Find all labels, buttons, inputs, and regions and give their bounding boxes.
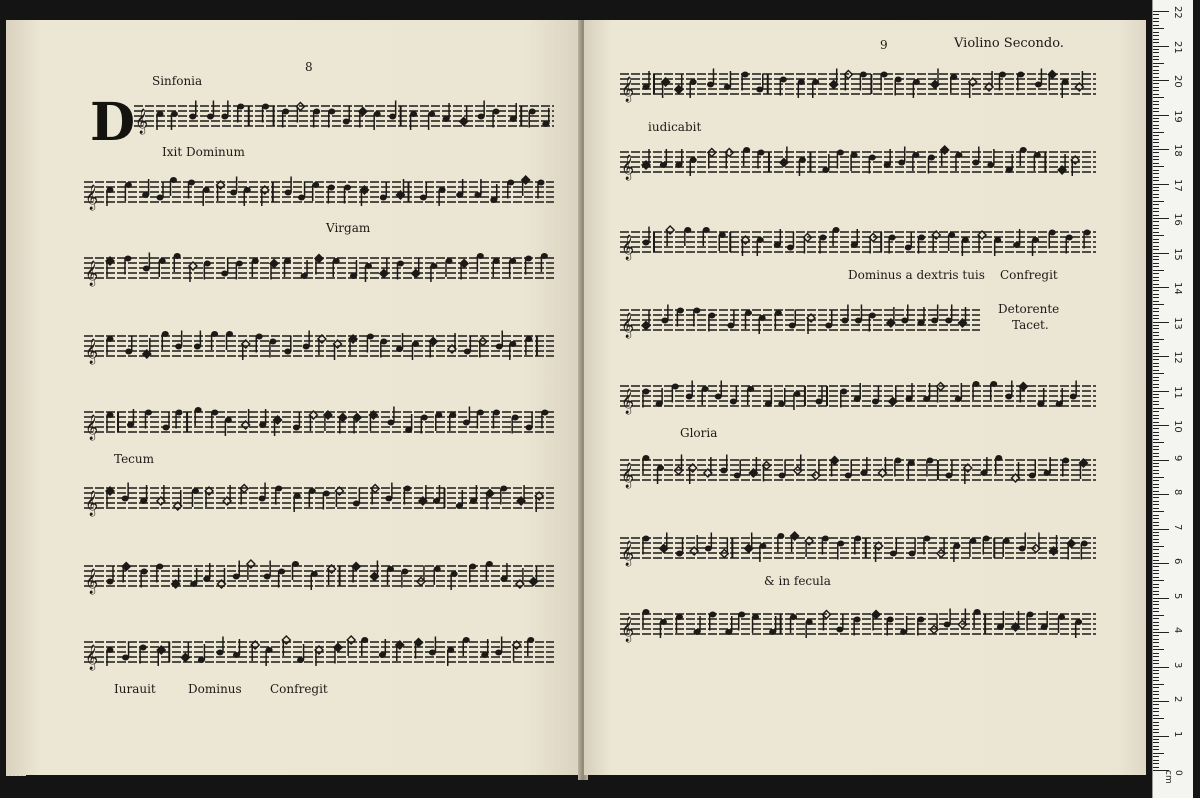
ruler-tick bbox=[1153, 704, 1159, 705]
ruler-number: 5 bbox=[1172, 592, 1183, 599]
ruler-tick bbox=[1153, 518, 1159, 519]
ruler-tick bbox=[1153, 708, 1159, 709]
ruler-number: 9 bbox=[1172, 454, 1183, 461]
ruler-tick bbox=[1153, 235, 1164, 236]
ruler-tick bbox=[1153, 208, 1159, 209]
ruler-tick bbox=[1153, 28, 1164, 29]
ruler-tick bbox=[1153, 263, 1159, 264]
ruler-tick bbox=[1153, 52, 1159, 53]
ruler-tick bbox=[1153, 718, 1164, 719]
staff-left-6 bbox=[84, 478, 554, 518]
ruler-tick bbox=[1153, 760, 1159, 761]
label-et-in-secula: & in fecula bbox=[764, 574, 831, 588]
ruler-tick bbox=[1153, 546, 1164, 547]
ruler-tick bbox=[1153, 80, 1169, 81]
ruler-tick bbox=[1153, 397, 1159, 398]
measurement-ruler bbox=[1152, 0, 1193, 798]
ruler-tick bbox=[1153, 325, 1159, 326]
staff-left-3 bbox=[84, 248, 554, 288]
clef-icon: 𝄞 bbox=[85, 415, 99, 440]
ruler-tick bbox=[1153, 446, 1159, 447]
ruler-unit: 0 cm bbox=[1163, 770, 1183, 784]
ruler-tick bbox=[1153, 115, 1169, 116]
ruler-tick bbox=[1153, 97, 1164, 98]
ruler-tick bbox=[1153, 339, 1164, 340]
ruler-tick bbox=[1153, 25, 1159, 26]
ruler-tick bbox=[1153, 736, 1169, 737]
ruler-number: 17 bbox=[1172, 178, 1183, 192]
label-iudicabit: iudicabit bbox=[648, 120, 702, 134]
ruler-tick bbox=[1153, 377, 1159, 378]
ruler-tick bbox=[1153, 380, 1159, 381]
ruler-tick bbox=[1153, 87, 1159, 88]
ruler-tick bbox=[1153, 684, 1164, 685]
ruler-tick bbox=[1153, 284, 1159, 285]
ruler-tick bbox=[1153, 556, 1159, 557]
ruler-tick bbox=[1153, 211, 1159, 212]
ruler-tick bbox=[1153, 660, 1159, 661]
open-book bbox=[6, 20, 1148, 780]
ruler-number: 12 bbox=[1172, 351, 1183, 364]
ruler-tick bbox=[1153, 715, 1159, 716]
right-page-number: 9 bbox=[880, 38, 888, 52]
staff-right-4 bbox=[620, 300, 980, 340]
ruler-tick bbox=[1153, 563, 1169, 564]
ruler-tick bbox=[1153, 59, 1159, 60]
ruler-tick bbox=[1153, 673, 1159, 674]
ruler-tick bbox=[1153, 515, 1159, 516]
ruler-tick bbox=[1153, 173, 1159, 174]
ruler-tick bbox=[1153, 504, 1159, 505]
ruler-tick bbox=[1153, 370, 1159, 371]
clef-icon: 𝄞 bbox=[621, 155, 635, 180]
ruler-tick bbox=[1153, 152, 1159, 153]
ruler-tick bbox=[1153, 767, 1159, 768]
ruler-tick bbox=[1153, 408, 1164, 409]
staff-right-1 bbox=[620, 64, 1096, 104]
ruler-tick bbox=[1153, 121, 1159, 122]
ruler-tick bbox=[1153, 725, 1159, 726]
ruler-tick bbox=[1153, 46, 1169, 47]
ruler-tick bbox=[1153, 177, 1159, 178]
ruler-tick bbox=[1153, 149, 1169, 150]
ruler-tick bbox=[1153, 470, 1159, 471]
ruler-number: 19 bbox=[1172, 109, 1183, 123]
ruler-tick bbox=[1153, 384, 1159, 385]
ruler-tick bbox=[1153, 221, 1159, 222]
ruler-tick bbox=[1153, 635, 1159, 636]
ruler-tick bbox=[1153, 139, 1159, 140]
ruler-tick bbox=[1153, 66, 1159, 67]
ruler-tick bbox=[1153, 642, 1159, 643]
ruler-tick bbox=[1153, 439, 1159, 440]
ruler-tick bbox=[1153, 670, 1159, 671]
ruler-tick bbox=[1153, 480, 1159, 481]
ruler-number: 11 bbox=[1172, 385, 1183, 399]
ruler-tick bbox=[1153, 611, 1159, 612]
ruler-tick bbox=[1153, 591, 1159, 592]
ruler-tick bbox=[1153, 311, 1159, 312]
ruler-tick bbox=[1153, 415, 1159, 416]
ruler-tick bbox=[1153, 315, 1159, 316]
ruler-tick bbox=[1153, 418, 1159, 419]
ruler-tick bbox=[1153, 425, 1169, 426]
staff-left-2 bbox=[84, 172, 554, 212]
label-confregit-left: Confregit bbox=[270, 682, 328, 696]
ruler-tick bbox=[1153, 308, 1159, 309]
ruler-tick bbox=[1153, 163, 1159, 164]
ruler-tick bbox=[1153, 70, 1159, 71]
clef-icon: 𝄞 bbox=[85, 645, 99, 670]
ruler-tick bbox=[1153, 525, 1159, 526]
ruler-tick bbox=[1153, 598, 1169, 599]
ruler-tick bbox=[1153, 266, 1159, 267]
ruler-tick bbox=[1153, 466, 1159, 467]
ruler-tick bbox=[1153, 108, 1159, 109]
left-page-number: 8 bbox=[305, 60, 313, 74]
ruler-tick bbox=[1153, 242, 1159, 243]
ruler-tick bbox=[1153, 680, 1159, 681]
running-head: Violino Secondo. bbox=[954, 36, 1064, 51]
ruler-tick bbox=[1153, 297, 1159, 298]
ruler-tick bbox=[1153, 128, 1159, 129]
ruler-tick bbox=[1153, 663, 1159, 664]
ruler-tick bbox=[1153, 566, 1159, 567]
ruler-tick bbox=[1153, 453, 1159, 454]
ruler-tick bbox=[1153, 594, 1159, 595]
ruler-tick bbox=[1153, 646, 1159, 647]
ruler-tick bbox=[1153, 649, 1164, 650]
clef-icon: 𝄞 bbox=[85, 261, 99, 286]
ruler-tick bbox=[1153, 197, 1159, 198]
ruler-tick bbox=[1153, 456, 1159, 457]
ruler-tick bbox=[1153, 156, 1159, 157]
ruler-tick bbox=[1153, 473, 1159, 474]
ruler-tick bbox=[1153, 270, 1164, 271]
ruler-tick bbox=[1153, 732, 1159, 733]
clef-icon: 𝄞 bbox=[621, 313, 635, 338]
ruler-tick bbox=[1153, 166, 1164, 167]
ruler-tick bbox=[1153, 529, 1169, 530]
ruler-tick bbox=[1153, 277, 1159, 278]
ruler-tick bbox=[1153, 118, 1159, 119]
ruler-tick bbox=[1153, 763, 1159, 764]
ruler-tick bbox=[1153, 56, 1159, 57]
ruler-tick bbox=[1153, 549, 1159, 550]
staff-right-5 bbox=[620, 376, 1096, 416]
ruler-tick bbox=[1153, 218, 1169, 219]
ruler-number: 18 bbox=[1172, 144, 1183, 157]
ruler-tick bbox=[1153, 363, 1159, 364]
ruler-number: 3 bbox=[1172, 661, 1183, 668]
ruler-tick bbox=[1153, 83, 1159, 84]
label-tacet: Tacet. bbox=[1012, 318, 1049, 332]
ruler-tick bbox=[1153, 366, 1159, 367]
ruler-tick bbox=[1153, 615, 1164, 616]
ruler-tick bbox=[1153, 273, 1159, 274]
ruler-tick bbox=[1153, 142, 1159, 143]
ruler-tick bbox=[1153, 249, 1159, 250]
ruler-tick bbox=[1153, 322, 1169, 323]
label-tecum: Tecum bbox=[114, 452, 155, 466]
ruler-tick bbox=[1153, 653, 1159, 654]
ruler-tick bbox=[1153, 94, 1159, 95]
ruler-tick bbox=[1153, 246, 1159, 247]
staff-left-5 bbox=[84, 402, 554, 442]
ruler-tick bbox=[1153, 335, 1159, 336]
ruler-tick bbox=[1153, 290, 1159, 291]
ruler-number: 14 bbox=[1172, 282, 1183, 295]
ruler-tick bbox=[1153, 484, 1159, 485]
ruler-tick bbox=[1153, 491, 1159, 492]
ruler-tick bbox=[1153, 349, 1159, 350]
ruler-tick bbox=[1153, 511, 1164, 512]
staff-left-7 bbox=[84, 556, 554, 596]
ruler-tick bbox=[1153, 570, 1159, 571]
ruler-tick bbox=[1153, 560, 1159, 561]
ruler-tick bbox=[1153, 184, 1169, 185]
ruler-tick bbox=[1153, 256, 1159, 257]
clef-icon: 𝄞 bbox=[85, 491, 99, 516]
ruler-tick bbox=[1153, 667, 1169, 668]
ruler-tick bbox=[1153, 749, 1159, 750]
ruler-tick bbox=[1153, 204, 1159, 205]
ruler-tick bbox=[1153, 387, 1159, 388]
ruler-tick bbox=[1153, 401, 1159, 402]
ruler-tick bbox=[1153, 159, 1159, 160]
ruler-tick bbox=[1153, 287, 1169, 288]
ruler-tick bbox=[1153, 294, 1159, 295]
ruler-tick bbox=[1153, 328, 1159, 329]
ruler-tick bbox=[1153, 435, 1159, 436]
label-gloria: Gloria bbox=[680, 426, 718, 440]
ruler-tick bbox=[1153, 477, 1164, 478]
ruler-tick bbox=[1153, 32, 1159, 33]
ruler-tick bbox=[1153, 698, 1159, 699]
ruler-tick bbox=[1153, 63, 1164, 64]
ruler-tick bbox=[1153, 146, 1159, 147]
ruler-tick bbox=[1153, 90, 1159, 91]
ruler-tick bbox=[1153, 639, 1159, 640]
ruler-tick bbox=[1153, 232, 1159, 233]
ruler-tick bbox=[1153, 101, 1159, 102]
ruler-tick bbox=[1153, 432, 1159, 433]
ruler-tick bbox=[1153, 535, 1159, 536]
left-page bbox=[6, 20, 582, 775]
ruler-tick bbox=[1153, 739, 1159, 740]
ruler-tick bbox=[1153, 729, 1159, 730]
ruler-number: 10 bbox=[1172, 420, 1183, 433]
ruler-tick bbox=[1153, 394, 1159, 395]
ruler-tick bbox=[1153, 532, 1159, 533]
ruler-tick bbox=[1153, 42, 1159, 43]
ruler-tick bbox=[1153, 253, 1169, 254]
ruler-tick bbox=[1153, 756, 1159, 757]
ruler-tick bbox=[1153, 404, 1159, 405]
label-virgam: Virgam bbox=[326, 221, 371, 235]
ruler-tick bbox=[1153, 194, 1159, 195]
clef-icon: 𝄞 bbox=[135, 109, 149, 134]
ruler-tick bbox=[1153, 746, 1159, 747]
label-confregit-right: Confregit bbox=[1000, 268, 1058, 282]
ruler-tick bbox=[1153, 18, 1159, 19]
ruler-tick bbox=[1153, 190, 1159, 191]
staff-right-2 bbox=[620, 142, 1096, 182]
ruler-tick bbox=[1153, 632, 1169, 633]
ruler-number: 4 bbox=[1172, 627, 1183, 634]
ruler-tick bbox=[1153, 542, 1159, 543]
staff-right-8 bbox=[620, 604, 1096, 644]
ruler-tick bbox=[1153, 587, 1159, 588]
ruler-tick bbox=[1153, 539, 1159, 540]
ruler-number: 7 bbox=[1172, 523, 1183, 530]
ruler-tick bbox=[1153, 304, 1164, 305]
ruler-tick bbox=[1153, 77, 1159, 78]
ruler-tick bbox=[1153, 215, 1159, 216]
ruler-tick bbox=[1153, 422, 1159, 423]
ruler-tick bbox=[1153, 580, 1164, 581]
clef-icon: 𝄞 bbox=[621, 541, 635, 566]
ruler-number: 21 bbox=[1172, 40, 1183, 54]
ruler-tick bbox=[1153, 753, 1164, 754]
ruler-tick bbox=[1153, 442, 1164, 443]
ruler-tick bbox=[1153, 522, 1159, 523]
ruler-number: 13 bbox=[1172, 316, 1183, 330]
staff-right-3 bbox=[620, 222, 1096, 262]
ruler-tick bbox=[1153, 132, 1164, 133]
ruler-tick bbox=[1153, 21, 1159, 22]
staff-left-4 bbox=[84, 326, 554, 366]
staff-right-7 bbox=[620, 528, 1096, 568]
ruler-tick bbox=[1153, 187, 1159, 188]
ruler-tick bbox=[1153, 573, 1159, 574]
ruler-tick bbox=[1153, 501, 1159, 502]
ruler-tick bbox=[1153, 625, 1159, 626]
ruler-tick bbox=[1153, 584, 1159, 585]
ruler-tick bbox=[1153, 608, 1159, 609]
clef-icon: 𝄞 bbox=[621, 389, 635, 414]
initial-letter: D bbox=[90, 92, 136, 153]
label-dominus-a-dextris: Dominus a dextris tuis bbox=[848, 268, 985, 282]
ruler-tick bbox=[1153, 49, 1159, 50]
ruler-tick bbox=[1153, 497, 1159, 498]
ruler-tick bbox=[1153, 104, 1159, 105]
ruler-tick bbox=[1153, 711, 1159, 712]
label-iurauit: Iurauit bbox=[114, 682, 156, 696]
ruler-tick bbox=[1153, 694, 1159, 695]
ruler-tick bbox=[1153, 656, 1159, 657]
ruler-tick bbox=[1153, 629, 1159, 630]
staff-left-8 bbox=[84, 632, 554, 672]
clef-icon: 𝄞 bbox=[85, 185, 99, 210]
label-sinfonia: Sinfonia bbox=[152, 74, 203, 88]
ruler-tick bbox=[1153, 353, 1159, 354]
ruler-tick bbox=[1153, 228, 1159, 229]
ruler-tick bbox=[1153, 14, 1159, 15]
label-detorente: Detorente bbox=[998, 302, 1060, 316]
ruler-tick bbox=[1153, 111, 1159, 112]
ruler-tick bbox=[1153, 687, 1159, 688]
staff-right-6 bbox=[620, 450, 1096, 490]
clef-icon: 𝄞 bbox=[621, 617, 635, 642]
ruler-tick bbox=[1153, 39, 1159, 40]
ruler-tick bbox=[1153, 301, 1159, 302]
ruler-tick bbox=[1153, 742, 1159, 743]
ruler-tick bbox=[1153, 356, 1169, 357]
ruler-tick bbox=[1153, 259, 1159, 260]
right-page bbox=[584, 20, 1146, 775]
ruler-tick bbox=[1153, 125, 1159, 126]
clef-icon: 𝄞 bbox=[85, 339, 99, 364]
ruler-number: 20 bbox=[1172, 75, 1183, 88]
ruler-tick bbox=[1153, 373, 1164, 374]
ruler-tick bbox=[1153, 460, 1169, 461]
ruler-number: 8 bbox=[1172, 489, 1183, 496]
ruler-tick bbox=[1153, 342, 1159, 343]
ruler-number: 22 bbox=[1172, 6, 1183, 19]
label-dominus: Dominus bbox=[188, 682, 242, 696]
ruler-tick bbox=[1153, 346, 1159, 347]
ruler-tick bbox=[1153, 604, 1159, 605]
ruler-tick bbox=[1153, 428, 1159, 429]
ruler-tick bbox=[1153, 494, 1169, 495]
ruler-tick bbox=[1153, 601, 1159, 602]
label-ixit-dominum: Ixit Dominum bbox=[162, 145, 245, 159]
ruler-number: 6 bbox=[1172, 558, 1183, 565]
ruler-tick bbox=[1153, 463, 1159, 464]
ruler-tick bbox=[1153, 411, 1159, 412]
clef-icon: 𝄞 bbox=[621, 463, 635, 488]
ruler-tick bbox=[1153, 691, 1159, 692]
ruler-number: 15 bbox=[1172, 247, 1183, 261]
clef-icon: 𝄞 bbox=[85, 569, 99, 594]
ruler-tick bbox=[1153, 618, 1159, 619]
ruler-tick bbox=[1153, 225, 1159, 226]
ruler-tick bbox=[1153, 391, 1169, 392]
staff-left-1 bbox=[134, 96, 554, 136]
ruler-tick bbox=[1153, 677, 1159, 678]
ruler-tick bbox=[1153, 180, 1159, 181]
ruler-number: 16 bbox=[1172, 213, 1183, 226]
ruler-tick bbox=[1153, 577, 1159, 578]
ruler-tick bbox=[1153, 359, 1159, 360]
ruler-tick bbox=[1153, 553, 1159, 554]
ruler-tick bbox=[1153, 701, 1169, 702]
ruler-tick bbox=[1153, 332, 1159, 333]
ruler-tick bbox=[1153, 170, 1159, 171]
clef-icon: 𝄞 bbox=[621, 235, 635, 260]
ruler-tick bbox=[1153, 201, 1164, 202]
ruler-tick bbox=[1153, 508, 1159, 509]
clef-icon: 𝄞 bbox=[621, 77, 635, 102]
ruler-tick bbox=[1153, 239, 1159, 240]
ruler-tick bbox=[1153, 135, 1159, 136]
ruler-tick bbox=[1153, 35, 1159, 36]
ruler-tick bbox=[1153, 487, 1159, 488]
ruler-number: 1 bbox=[1172, 730, 1183, 737]
ruler-tick bbox=[1153, 318, 1159, 319]
ruler-tick bbox=[1153, 73, 1159, 74]
ruler-tick bbox=[1153, 11, 1169, 12]
ruler-tick bbox=[1153, 622, 1159, 623]
ruler-tick bbox=[1153, 449, 1159, 450]
ruler-number: 2 bbox=[1172, 696, 1183, 703]
ruler-tick bbox=[1153, 280, 1159, 281]
ruler-tick bbox=[1153, 722, 1159, 723]
